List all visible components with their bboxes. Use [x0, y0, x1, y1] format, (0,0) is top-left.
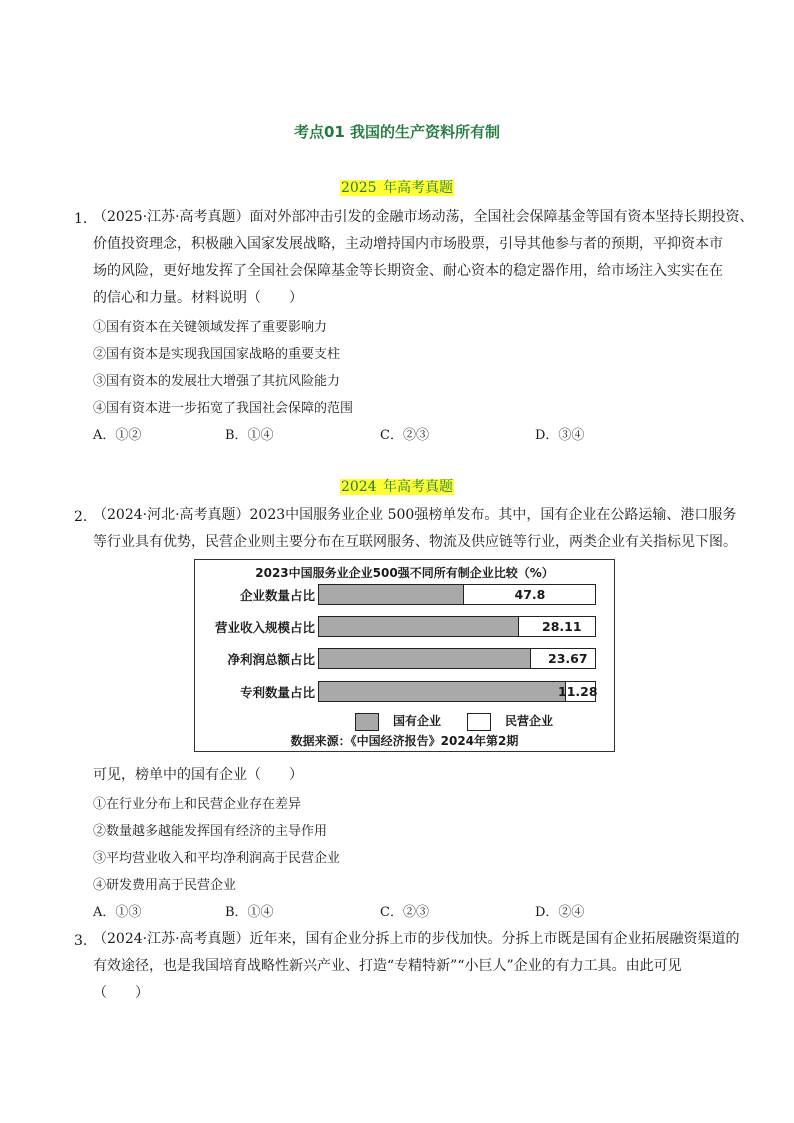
question-1-line: （2025·江苏·高考真题）面对外部冲击引发的金融市场动荡，全国社会保障基金等国有资本坚持长期投资、: [93, 209, 754, 225]
section-label-2024: 年高考真题: [378, 479, 454, 495]
chart-source: 数据来源：《中国经济报告》2024年第2期: [290, 734, 519, 748]
legend-item-private: [467, 712, 553, 731]
bar-state-owned: [319, 649, 531, 668]
question-1-line: 场的风险，更好地发挥了全国社会保障基金等长期资金、耐心资本的稳定器作用，给市场注入实实在在: [93, 263, 723, 279]
bar-frame: [318, 681, 596, 702]
question-2-item: ①在行业分布上和民营企业存在差异: [93, 797, 302, 812]
question-2-line: 等行业具有优势，民营企业则主要分布在互联网服务、物流及供应链等行业，两类企业有关指标见下图。: [93, 534, 737, 550]
question-2-choice-c[interactable]: C．②③: [380, 905, 429, 920]
legend-label-private: 民营企业: [505, 714, 554, 728]
question-2-item: ④研发费用高于民营企业: [93, 878, 237, 893]
bar-value-label: 28.11: [542, 619, 582, 634]
question-3-line: 有效途径，也是我国培育战略性新兴产业、打造“专精特新”“小巨人”企业的有力工具。由此可见: [93, 958, 682, 974]
bar-category-label: 营业收入规模占比: [214, 620, 315, 635]
legend-label-state: 国有企业: [393, 714, 442, 728]
section-year-2025: 2025: [340, 180, 377, 196]
question-3-line: （2024·江苏·高考真题）近年来，国有企业分拆上市的步伐加快。分拆上市既是国有企业拓展融资渠道的: [93, 931, 740, 947]
question-2-item: ②数量越多越能发挥国有经济的主导作用: [93, 824, 328, 839]
bar-frame: [318, 584, 596, 605]
bar-value-label: 23.67: [548, 651, 588, 666]
question-1-item: ④国有资本进一步拓宽了我国社会保障的范围: [93, 401, 354, 416]
question-2-item: ③平均营业收入和平均净利润高于民营企业: [93, 851, 341, 866]
bar-category-label: 净利润总额占比: [227, 652, 315, 667]
question-2-choice-a[interactable]: A．①③: [93, 905, 142, 920]
page-title: 考点01 我国的生产资料所有制: [293, 123, 501, 141]
bar-state-owned: [319, 617, 519, 636]
question-2-number: 2．: [74, 509, 97, 525]
question-1-number: 1．: [74, 211, 97, 227]
section-year-2024: 2024: [340, 479, 377, 495]
question-2-stem: 可见，榜单中的国有企业（ ）: [93, 767, 303, 783]
bar-state-owned: [319, 682, 566, 701]
bar-category-label: 专利数量占比: [239, 685, 315, 700]
question-1-item: ①国有资本在关键领域发挥了重要影响力: [93, 320, 328, 335]
question-1-choice-d[interactable]: D．③④: [535, 428, 585, 443]
bar-frame: [318, 616, 596, 637]
section-heading-2025: [0, 177, 794, 197]
section-label-2025: 年高考真题: [378, 180, 454, 196]
question-2-choice-b[interactable]: B．①④: [225, 905, 274, 920]
question-1-item: ②国有资本是实现我国国家战略的重要支柱: [93, 347, 341, 362]
question-1-choice-b[interactable]: B．①④: [225, 428, 274, 443]
question-3-line: （ ）: [93, 985, 149, 1001]
bar-state-owned: [319, 585, 464, 604]
question-2-line: （2024·河北·高考真题）2023中国服务业企业 500强榜单发布。其中，国有企业在公路运输、港口服务: [93, 507, 737, 523]
bar-frame: [318, 648, 596, 669]
question-1-line: 的信心和力量。材料说明（ ）: [93, 290, 303, 306]
bar-value-label: 47.8: [514, 587, 546, 602]
legend-item-state: [355, 712, 441, 731]
chart-title: 2023中国服务业企业500强不同所有制企业比较（%）: [255, 566, 554, 580]
question-1-item: ③国有资本的发展壮大增强了其抗风险能力: [93, 374, 341, 389]
legend-swatch-private: [467, 713, 491, 731]
ownership-comparison-chart: [194, 559, 615, 752]
legend-swatch-state: [355, 713, 379, 731]
question-2-choice-d[interactable]: D．②④: [535, 905, 585, 920]
bar-category-label: 企业数量占比: [239, 588, 315, 603]
question-1-choice-a[interactable]: A．①②: [93, 428, 142, 443]
section-heading-2024: [0, 476, 794, 496]
bar-value-label: 11.28: [558, 684, 598, 699]
question-3-number: 3．: [74, 933, 97, 949]
question-1-choice-c[interactable]: C．②③: [380, 428, 429, 443]
question-1-line: 价值投资理念，积极融入国家发展战略，主动增持国内市场股票，引导其他参与者的预期，平抑资本市: [93, 236, 723, 252]
